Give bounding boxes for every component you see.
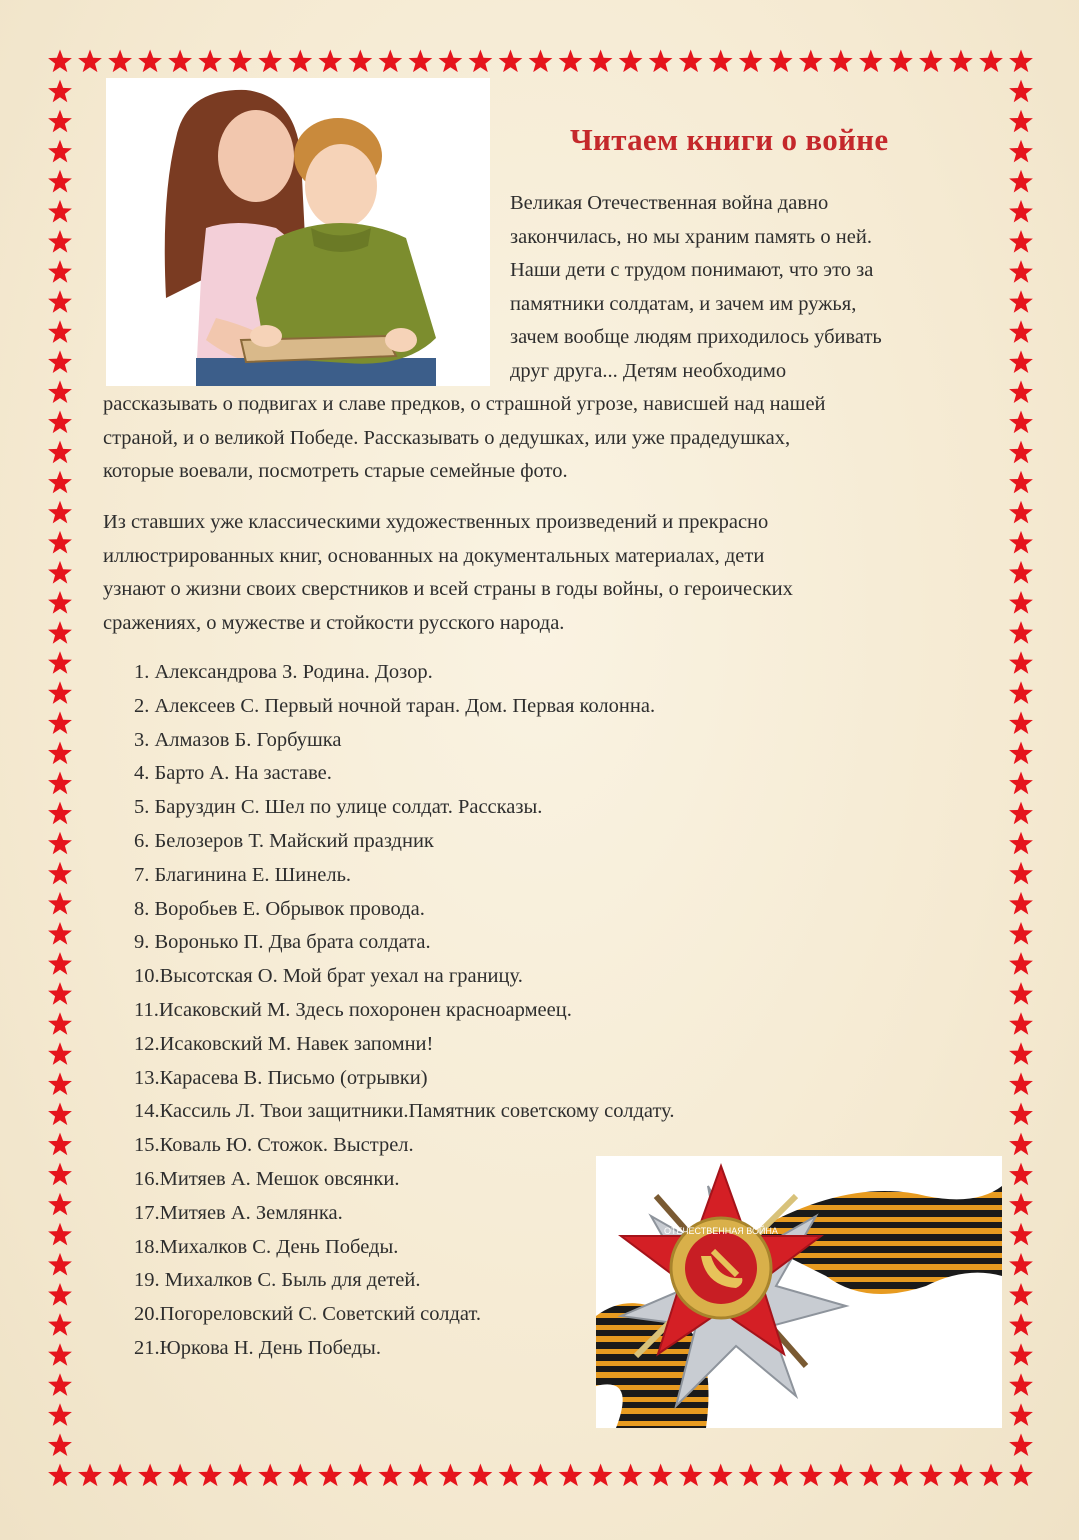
border-star-icon	[1009, 50, 1033, 73]
border-star-icon	[1009, 1433, 1033, 1456]
intro-line: зачем вообще людям приходилось убивать	[510, 326, 882, 348]
border-star-icon	[48, 1283, 72, 1306]
border-star-icon	[1009, 110, 1033, 133]
border-star-icon	[48, 1253, 72, 1276]
border-star-icon	[1009, 1133, 1033, 1156]
intro-line: памятники солдатам, и зачем им ружья,	[510, 292, 857, 315]
border-star-icon	[1009, 1163, 1033, 1186]
border-star-icon	[1009, 1403, 1033, 1426]
border-star-icon	[48, 140, 72, 163]
border-star-icon	[1009, 1313, 1033, 1336]
border-star-icon	[979, 1464, 1003, 1487]
border-star-icon	[48, 1042, 72, 1065]
border-star-icon	[1009, 1283, 1033, 1306]
border-star-icon	[739, 50, 763, 73]
border-star-icon	[709, 1464, 733, 1487]
mother-son-reading-photo	[106, 78, 490, 386]
border-star-icon	[48, 621, 72, 644]
border-star-icon	[168, 50, 192, 73]
border-star-icon	[168, 1464, 192, 1487]
border-star-icon	[769, 1464, 793, 1487]
border-star-icon	[799, 1464, 823, 1487]
border-star-icon	[1009, 772, 1033, 795]
border-star-icon	[469, 50, 493, 73]
border-star-icon	[679, 50, 703, 73]
border-star-icon	[709, 50, 733, 73]
border-star-icon	[288, 1464, 312, 1487]
border-star-icon	[439, 50, 463, 73]
border-star-icon	[48, 892, 72, 915]
border-star-icon	[619, 1464, 643, 1487]
second-paragraph	[103, 506, 1023, 640]
border-star-icon	[1009, 1072, 1033, 1095]
border-star-icon	[48, 1343, 72, 1366]
paragraph-line: Из ставших уже классическими художественных произведений и прекрасно	[103, 511, 769, 533]
border-star-icon	[1009, 1373, 1033, 1396]
border-star-icon	[739, 1464, 763, 1487]
border-star-icon	[48, 320, 72, 343]
paragraph-line: узнают о жизни своих сверстников и всей страны в годы войны, о героических	[103, 578, 793, 600]
border-star-icon	[288, 50, 312, 73]
border-star-icon	[48, 380, 72, 403]
book-list-item: 21.Юркова Н. День Победы.	[134, 1336, 381, 1359]
border-star-icon	[48, 952, 72, 975]
intro-paragraph	[510, 187, 1010, 388]
intro-line: Великая Отечественная война давно	[510, 192, 829, 214]
border-star-icon	[48, 802, 72, 825]
border-star-icon	[859, 50, 883, 73]
border-star-icon	[499, 50, 523, 73]
border-star-icon	[1009, 1012, 1033, 1035]
border-star-icon	[48, 260, 72, 283]
border-star-icon	[1009, 1253, 1033, 1276]
book-list-item: 10.Высотская О. Мой брат уехал на границу.	[134, 965, 523, 988]
border-star-icon	[1009, 80, 1033, 103]
border-star-icon	[919, 1464, 943, 1487]
book-list-item: 5. Баруздин С. Шел по улице солдат. Рассказы.	[134, 796, 543, 819]
border-star-icon	[979, 50, 1003, 73]
book-list-item: 15.Коваль Ю. Стожок. Выстрел.	[134, 1134, 414, 1157]
book-list-item: 19. Михалков С. Быль для детей.	[134, 1269, 421, 1292]
border-star-icon	[48, 531, 72, 554]
border-star-icon	[48, 711, 72, 734]
order-patriotic-war-image	[596, 1156, 1002, 1428]
border-star-icon	[559, 1464, 583, 1487]
book-list-item: 14.Кассиль Л. Твои защитники.Памятник советскому солдату.	[134, 1100, 675, 1123]
border-star-icon	[48, 471, 72, 494]
book-list-item: 18.Михалков С. День Победы.	[134, 1235, 399, 1258]
border-star-icon	[48, 350, 72, 373]
border-star-icon	[48, 170, 72, 193]
border-star-icon	[1009, 200, 1033, 223]
border-star-icon	[48, 1193, 72, 1216]
book-list-item: 16.Митяев А. Мешок овсянки.	[134, 1167, 400, 1190]
border-star-icon	[589, 1464, 613, 1487]
border-star-icon	[1009, 832, 1033, 855]
border-star-icon	[48, 561, 72, 584]
book-list-item: 6. Белозеров Т. Майский праздник	[134, 829, 434, 852]
border-star-icon	[469, 1464, 493, 1487]
border-star-icon	[1009, 742, 1033, 765]
border-star-icon	[78, 50, 102, 73]
border-star-icon	[769, 50, 793, 73]
border-star-icon	[1009, 1042, 1033, 1065]
intro-paragraph-continuation	[103, 388, 1023, 489]
border-star-icon	[198, 50, 222, 73]
border-star-icon	[48, 591, 72, 614]
intro-line: закончилась, но мы храним память о ней.	[510, 225, 872, 248]
intro-line: страной, и о великой Победе. Рассказывать о дедушках, или уже прадедушках,	[103, 426, 791, 449]
border-star-icon	[108, 50, 132, 73]
border-star-icon	[649, 1464, 673, 1487]
border-star-icon	[228, 1464, 252, 1487]
border-star-icon	[48, 681, 72, 704]
border-star-icon	[48, 441, 72, 464]
border-star-icon	[1009, 170, 1033, 193]
border-star-icon	[409, 1464, 433, 1487]
book-list-item: 13.Карасева В. Письмо (отрывки)	[134, 1066, 428, 1089]
border-star-icon	[48, 1163, 72, 1186]
border-star-icon	[799, 50, 823, 73]
border-star-icon	[1009, 862, 1033, 885]
border-star-icon	[829, 1464, 853, 1487]
border-star-icon	[48, 1313, 72, 1336]
page-title: Читаем книги о войне	[570, 122, 889, 157]
border-star-icon	[48, 200, 72, 223]
border-star-icon	[48, 982, 72, 1005]
border-star-icon	[48, 1433, 72, 1456]
book-list-item: 20.Погореловский С. Советский солдат.	[134, 1303, 482, 1326]
border-star-icon	[949, 50, 973, 73]
border-star-icon	[78, 1464, 102, 1487]
border-star-icon	[1009, 711, 1033, 734]
book-list-item: 11.Исаковский М. Здесь похоронен красноармеец.	[134, 998, 572, 1021]
intro-line: друг друга... Детям необходимо	[510, 359, 787, 382]
border-star-icon	[379, 50, 403, 73]
border-star-icon	[1009, 230, 1033, 253]
border-star-icon	[48, 1464, 72, 1487]
book-list-item: 4. Барто А. На заставе.	[134, 762, 332, 785]
border-star-icon	[919, 50, 943, 73]
border-star-icon	[138, 50, 162, 73]
paragraph-line: иллюстрированных книг, основанных на документальных материалах, дети	[103, 544, 765, 567]
border-star-icon	[829, 50, 853, 73]
border-star-icon	[48, 80, 72, 103]
book-list-item: 17.Митяев А. Землянка.	[134, 1201, 343, 1224]
border-star-icon	[859, 1464, 883, 1487]
intro-line: Наши дети с трудом понимают, что это за	[510, 259, 874, 281]
border-star-icon	[48, 50, 72, 73]
border-star-icon	[48, 290, 72, 313]
border-star-icon	[48, 1403, 72, 1426]
book-list-item: 9. Воронько П. Два брата солдата.	[134, 931, 431, 954]
border-star-icon	[949, 1464, 973, 1487]
border-star-icon	[889, 1464, 913, 1487]
book-list-item: 3. Алмазов Б. Горбушка	[134, 728, 342, 751]
border-star-icon	[198, 1464, 222, 1487]
paragraph-line: сражениях, о мужестве и стойкости русского народа.	[103, 611, 565, 634]
book-list-item: 2. Алексеев С. Первый ночной таран. Дом. Первая колонна.	[134, 694, 656, 717]
border-star-icon	[1009, 1464, 1033, 1487]
border-star-icon	[348, 50, 372, 73]
book-list-item: 7. Благинина Е. Шинель.	[134, 863, 352, 886]
border-star-icon	[48, 742, 72, 765]
border-star-icon	[48, 1133, 72, 1156]
border-star-icon	[529, 1464, 553, 1487]
border-star-icon	[1009, 1343, 1033, 1366]
intro-line: рассказывать о подвигах и славе предков, о страшной угрозе, нависшей над нашей	[103, 393, 826, 415]
border-star-icon	[1009, 922, 1033, 945]
border-star-icon	[138, 1464, 162, 1487]
border-star-icon	[48, 1012, 72, 1035]
border-star-icon	[1009, 260, 1033, 283]
border-star-icon	[228, 50, 252, 73]
border-star-icon	[1009, 1193, 1033, 1216]
border-star-icon	[48, 1103, 72, 1126]
border-star-icon	[1009, 1103, 1033, 1126]
border-star-icon	[48, 651, 72, 674]
border-star-icon	[679, 1464, 703, 1487]
border-star-icon	[1009, 350, 1033, 373]
intro-line: которые воевали, посмотреть старые семейные фото.	[103, 460, 568, 482]
border-star-icon	[48, 1223, 72, 1246]
border-star-icon	[889, 50, 913, 73]
border-star-icon	[439, 1464, 463, 1487]
border-star-icon	[649, 50, 673, 73]
border-star-icon	[1009, 982, 1033, 1005]
border-star-icon	[48, 862, 72, 885]
border-star-icon	[48, 772, 72, 795]
border-star-icon	[559, 50, 583, 73]
border-star-icon	[1009, 892, 1033, 915]
border-star-icon	[48, 230, 72, 253]
book-list-item: 12.Исаковский М. Навек запомни!	[134, 1032, 434, 1055]
border-star-icon	[1009, 320, 1033, 343]
border-star-icon	[348, 1464, 372, 1487]
border-star-icon	[619, 50, 643, 73]
border-star-icon	[48, 110, 72, 133]
border-star-icon	[258, 50, 282, 73]
border-star-icon	[48, 501, 72, 524]
border-star-icon	[529, 50, 553, 73]
border-star-icon	[1009, 802, 1033, 825]
book-list-item: 8. Воробьев Е. Обрывок провода.	[134, 897, 425, 920]
border-star-icon	[48, 922, 72, 945]
border-star-icon	[48, 1373, 72, 1396]
border-star-icon	[318, 1464, 342, 1487]
border-star-icon	[48, 832, 72, 855]
border-star-icon	[1009, 681, 1033, 704]
border-star-icon	[589, 50, 613, 73]
border-star-icon	[1009, 651, 1033, 674]
border-star-icon	[499, 1464, 523, 1487]
border-star-icon	[108, 1464, 132, 1487]
book-list-item: 1. Александрова З. Родина. Дозор.	[134, 661, 433, 683]
medal-inscription: ОТЕЧЕСТВЕННАЯ ВОЙНА	[664, 1226, 778, 1236]
border-star-icon	[48, 411, 72, 434]
border-star-icon	[48, 1072, 72, 1095]
border-star-icon	[1009, 290, 1033, 313]
border-star-icon	[1009, 140, 1033, 163]
border-star-icon	[258, 1464, 282, 1487]
border-star-icon	[409, 50, 433, 73]
border-star-icon	[1009, 952, 1033, 975]
border-star-icon	[1009, 1223, 1033, 1246]
border-star-icon	[379, 1464, 403, 1487]
border-star-icon	[318, 50, 342, 73]
